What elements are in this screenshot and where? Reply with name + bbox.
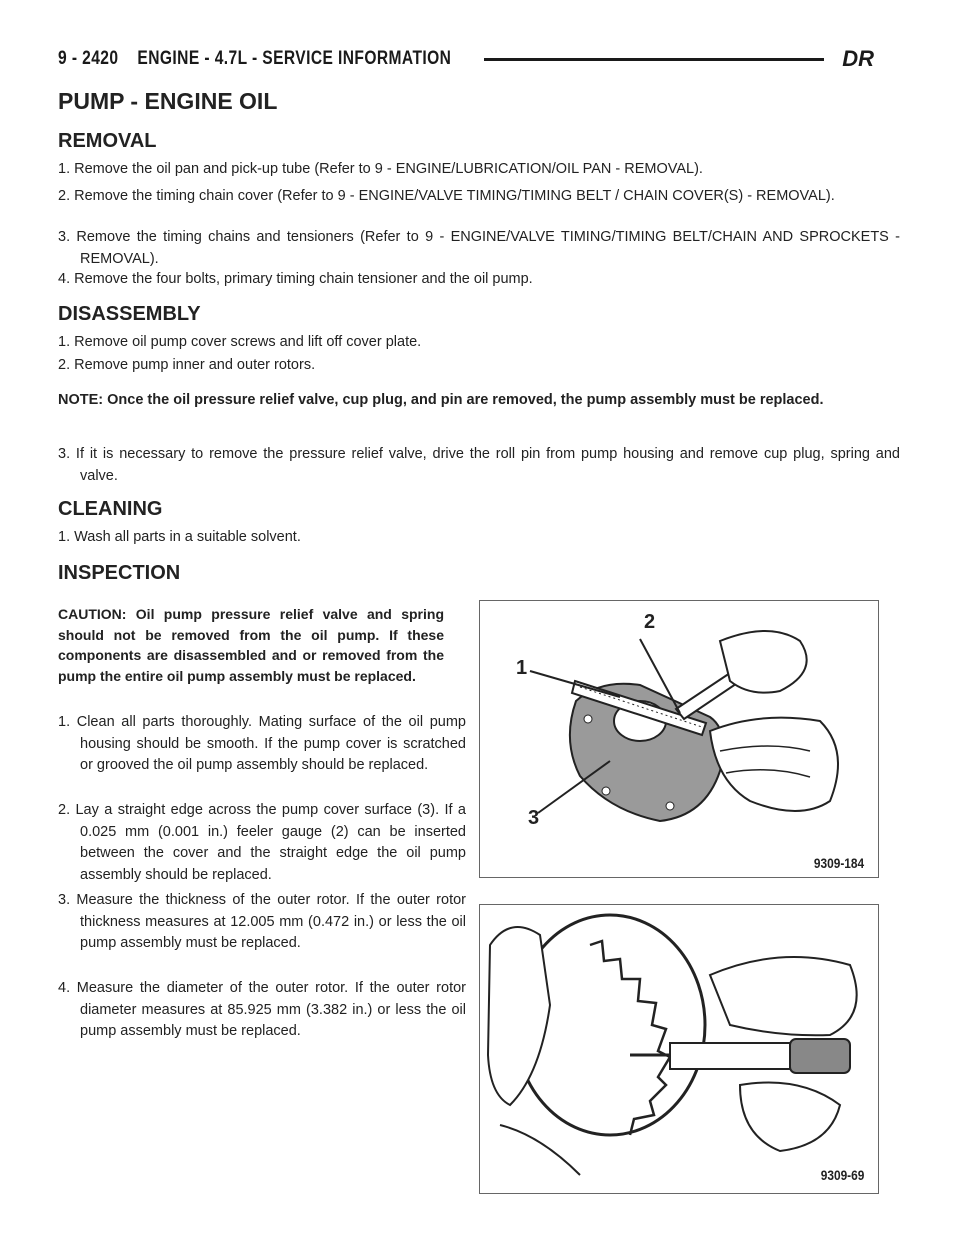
- inspection-step-3: 3. Measure the thickness of the outer rotor. If the outer rotor thickness measures at 12.005 mm (0.472 in.) or less the oil pump assembly must be replaced.: [58, 892, 466, 951]
- removal-step-2: 2. Remove the timing chain cover (Refer to 9 - ENGINE/VALVE TIMING/TIMING BELT / CHAIN COVER(S) - REMOVAL).: [58, 188, 835, 204]
- page-title: PUMP - ENGINE OIL: [58, 88, 278, 114]
- disassembly-note: NOTE: Once the oil pressure relief valve, cup plug, and pin are removed, the pump assembly must be replaced.: [58, 392, 824, 408]
- model-code: DR: [842, 46, 874, 71]
- inspection-step-1: 1. Clean all parts thoroughly. Mating surface of the oil pump housing should be smooth. If the pump cover is scratched or grooved the oil pump assembly should be replaced.: [58, 714, 466, 773]
- lower-finger: [740, 1083, 840, 1152]
- bolt-hole: [584, 715, 592, 723]
- figure-caption: 9309-69: [820, 1167, 864, 1183]
- removal-step-1: 1. Remove the oil pan and pick-up tube (Refer to 9 - ENGINE/LUBRICATION/OIL PAN - REMOVAL).: [58, 161, 703, 177]
- callout-3: 3: [528, 807, 540, 829]
- removal-heading: REMOVAL: [58, 130, 157, 152]
- disassembly-heading: DISASSEMBLY: [58, 303, 201, 325]
- removal-step-3: 3. Remove the timing chains and tensioners (Refer to 9 - ENGINE/VALVE TIMING/TIMING BELT/CHAIN AND SPROCKETS - REMOVAL).: [58, 229, 900, 267]
- removal-step-4: 4. Remove the four bolts, primary timing chain tensioner and the oil pump.: [58, 271, 533, 287]
- figure-feeler-gauge: [479, 600, 879, 878]
- figure-outer-rotor: [479, 904, 879, 1194]
- figure-caption: 9309-184: [813, 855, 864, 871]
- cleaning-step-1: 1. Wash all parts in a suitable solvent.: [58, 529, 301, 545]
- micrometer-barrel: [670, 1043, 790, 1069]
- page-header: [58, 46, 876, 74]
- inspection-caution: CAUTION: Oil pump pressure relief valve and spring should not be removed from the oil pump. If these components are disassembled and or removed from the pump the entire oil pump assembly must be replaced.: [58, 606, 444, 684]
- inspection-step-2: 2. Lay a straight edge across the pump cover surface (3). If a 0.025 mm (0.001 in.) feeler gauge (2) can be inserted between the cover and the straight edge the oil pump assembly should be replaced.: [58, 802, 466, 883]
- micrometer-thimble: [790, 1039, 850, 1073]
- cleaning-heading: CLEANING: [58, 498, 163, 520]
- inspection-heading: INSPECTION: [58, 562, 181, 584]
- micrometer-illustration: [480, 905, 878, 1193]
- right-hand: [710, 957, 857, 1035]
- section-title: ENGINE - 4.7L - SERVICE INFORMATION: [137, 48, 452, 69]
- disassembly-step-2: 2. Remove pump inner and outer rotors.: [58, 357, 316, 373]
- upper-hand: [720, 631, 807, 693]
- lower-hand: [710, 718, 838, 811]
- callout-2: 2: [644, 611, 656, 633]
- bolt-hole: [666, 802, 674, 810]
- header-rule: [484, 58, 824, 61]
- bolt-hole: [602, 787, 610, 795]
- disassembly-step-1: 1. Remove oil pump cover screws and lift off cover plate.: [58, 334, 422, 350]
- callout-1: 1: [516, 657, 528, 679]
- header-title: [58, 48, 451, 70]
- disassembly-step-3: 3. If it is necessary to remove the pressure relief valve, drive the roll pin from pump housing and remove cup plug, spring and valve.: [58, 446, 900, 484]
- arm-outline: [500, 1125, 580, 1175]
- page-ref: 9 - 2420: [58, 48, 119, 69]
- inspection-step-4: 4. Measure the diameter of the outer rotor. If the outer rotor diameter measures at 85.925 mm (3.382 in.) or less the oil pump assembly must be replaced.: [58, 980, 466, 1039]
- feeler-gauge-illustration: [480, 601, 878, 877]
